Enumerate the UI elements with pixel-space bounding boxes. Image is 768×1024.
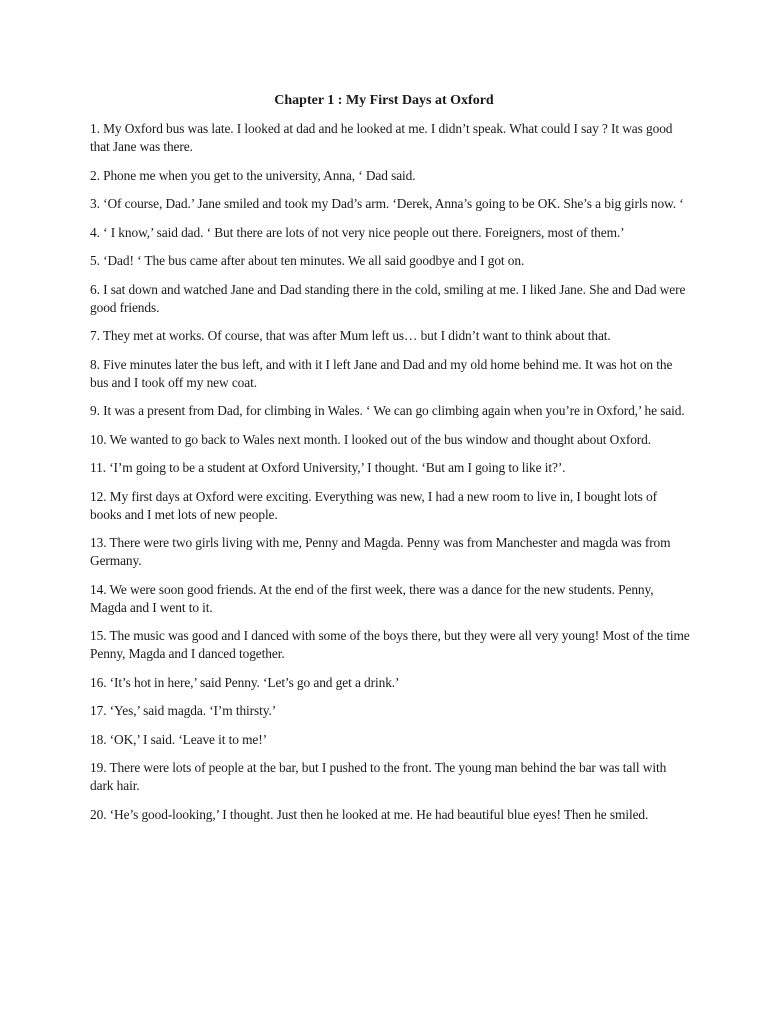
paragraph-12: 12. My first days at Oxford were exciting. Everything was new, I had a new room to live in, I bought lots of books and I met lots of new people.	[90, 488, 657, 522]
paragraph-3: 3. ‘Of course, Dad.’ Jane smiled and took my Dad’s arm. ‘Derek, Anna’s going to be OK. She’s a big girls now. ‘	[90, 196, 684, 211]
paragraph-13: 13. There were two girls living with me, Penny and Magda. Penny was from Manchester and magda was from Germany.	[90, 535, 671, 568]
paragraph-10: 10. We wanted to go back to Wales next month. I looked out of the bus window and thought about Oxford.	[90, 431, 651, 447]
paragraph-11: 11. ‘I’m going to be a student at Oxford University,’ I thought. ‘But am I going to like it?’.	[90, 460, 566, 475]
paragraph-4: 4. ‘ I know,’ said dad. ‘ But there are lots of not very nice people out there. Foreigners, most of them.’	[90, 224, 625, 240]
paragraph-20: 20. ‘He’s good-looking,’ I thought. Just then he looked at me. He had beautiful blue eyes! Then he smiled.	[90, 806, 649, 822]
paragraph-16: 16. ‘It’s hot in here,’ said Penny. ‘Let’s go and get a drink.’	[90, 674, 400, 690]
chapter-title: Chapter 1 : My First Days at Oxford	[274, 93, 494, 108]
paragraph-1: 1. My Oxford bus was late. I looked at dad and he looked at me. I didn’t speak. What could I say ? It was good that Jane was there.	[90, 121, 673, 154]
paragraph-5: 5. ‘Dad! ‘ The bus came after about ten minutes. We all said goodbye and I got on.	[90, 253, 525, 268]
paragraph-9: 9. It was a present from Dad, for climbing in Wales. ‘ We can go climbing again when you’re in Oxford,’ he said.	[90, 403, 685, 418]
paragraph-7: 7. They met at works. Of course, that was after Mum left us… but I didn’t want to think about that.	[90, 328, 611, 343]
paragraph-14: 14. We were soon good friends. At the end of the first week, there was a dance for the new students. Penny, Magda and I went to it.	[90, 581, 654, 615]
paragraph-6: 6. I sat down and watched Jane and Dad standing there in the cold, smiling at me. I liked Jane. She and Dad were good friends.	[90, 281, 686, 315]
paragraph-list	[90, 120, 690, 834]
paragraph-18: 18. ‘OK,’ I said. ‘Leave it to me!’	[90, 731, 267, 747]
paragraph-8: 8. Five minutes later the bus left, and with it I left Jane and Dad and my old home behind me. It was hot on the bus and I took off my new coat.	[90, 356, 673, 390]
paragraph-15: 15. The music was good and I danced with some of the boys there, but they were all very young! Most of the time Penny, Magda and I danced together.	[90, 628, 690, 661]
paragraph-19: 19. There were lots of people at the bar, but I pushed to the front. The young man behind the bar was tall with dark hair.	[90, 760, 667, 793]
paragraph-17: 17. ‘Yes,’ said magda. ‘I’m thirsty.’	[90, 703, 277, 718]
paragraph-2: 2. Phone me when you get to the university, Anna, ‘ Dad said.	[90, 167, 416, 183]
